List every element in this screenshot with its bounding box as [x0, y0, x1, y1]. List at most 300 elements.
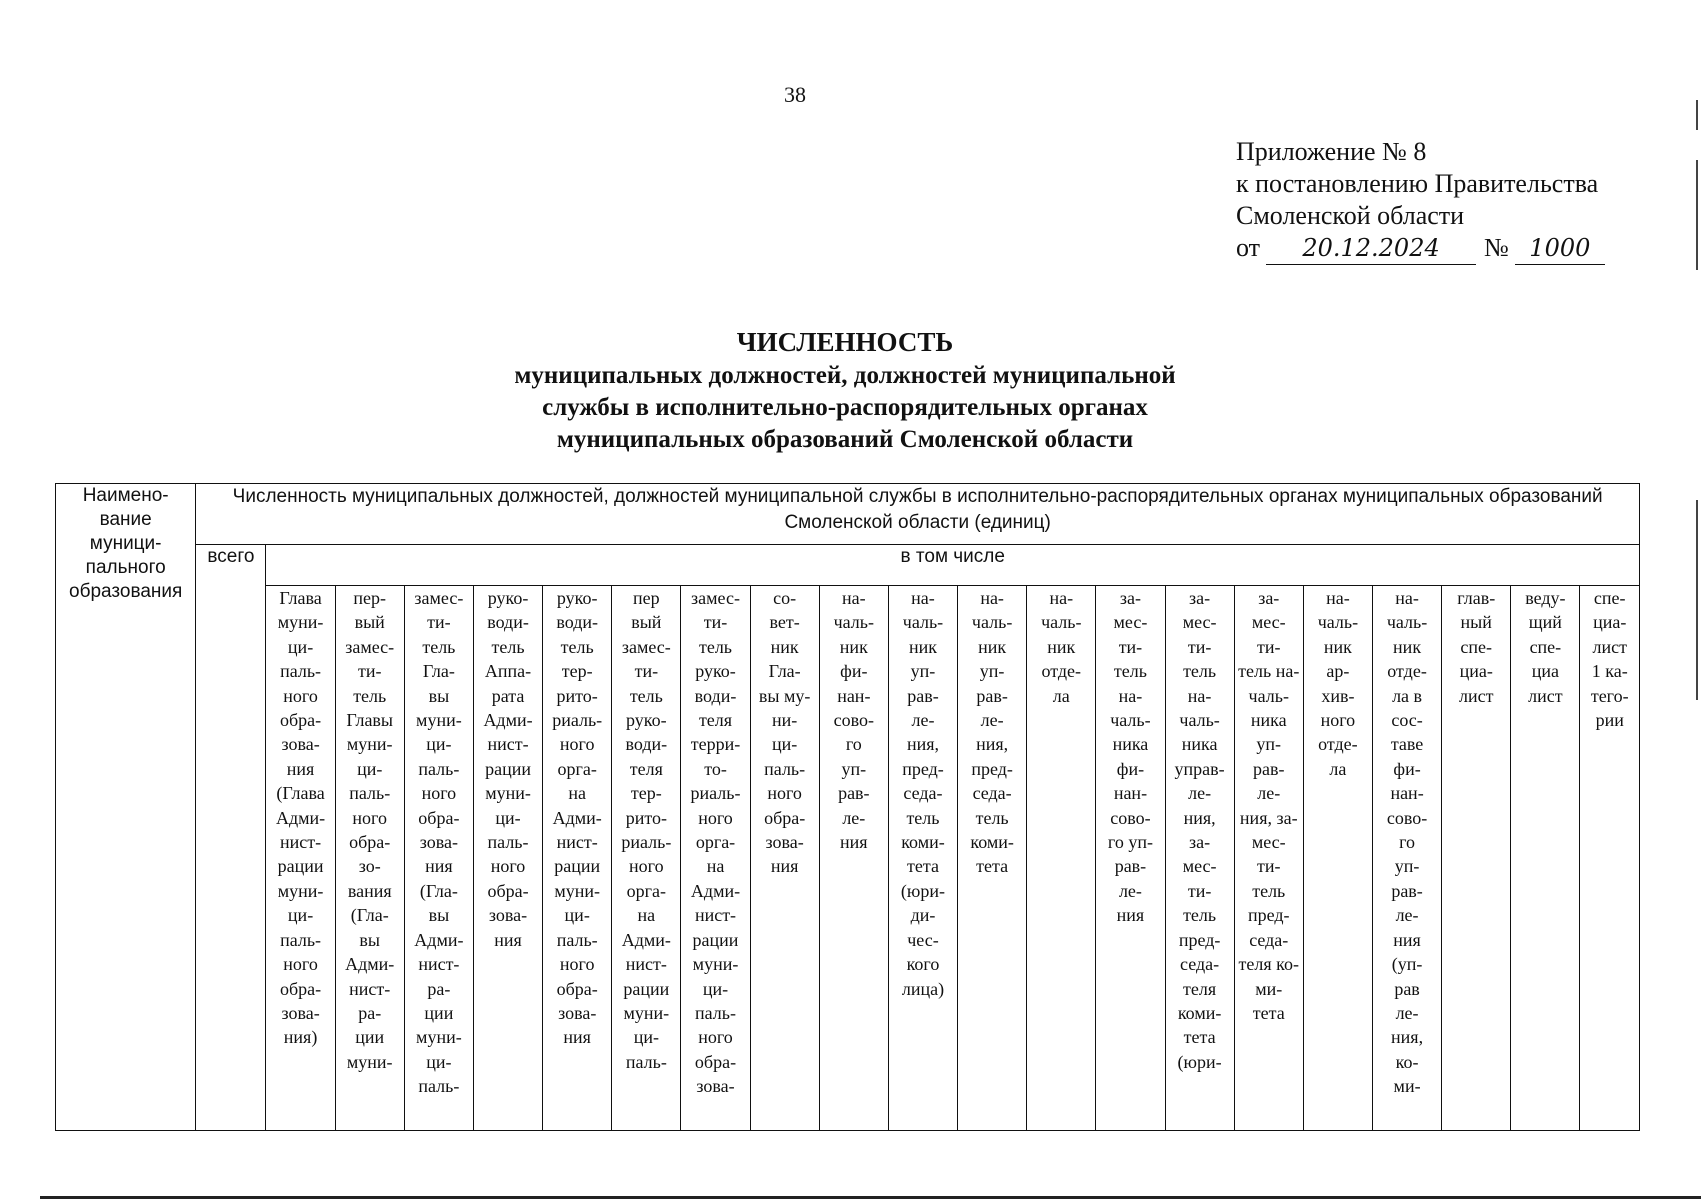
column-header-line: тер- [561, 661, 593, 682]
column-header-line: нист- [349, 978, 391, 999]
staffing-table [55, 483, 1640, 1131]
column-header-line: лист [1458, 685, 1494, 706]
column-header-line: тета [976, 856, 1009, 877]
column-header-line: ния, [1183, 807, 1216, 828]
column-header-line: рии [1595, 710, 1624, 731]
column-header-line: пред- [1178, 929, 1221, 950]
appendix-title: Приложение № 8 [1236, 137, 1427, 166]
position-column-header [335, 586, 404, 1131]
column-header-line: терри- [690, 734, 741, 755]
column-header-line: рации [485, 758, 531, 779]
column-header-line: мес- [1251, 832, 1286, 853]
column-header-line: обра- [556, 978, 598, 999]
column-header-line: спе- [1460, 636, 1493, 657]
column-header-line: пер- [353, 588, 387, 608]
column-header-line: рав- [1253, 758, 1285, 779]
column-header-line: тель [698, 636, 733, 657]
column-header-line: рав- [1391, 880, 1423, 901]
column-header-line: паль- [487, 832, 529, 853]
column-header-line: муни- [416, 710, 462, 731]
position-column-header [1303, 586, 1372, 1131]
column-header-line: 1 ка- [1591, 661, 1628, 682]
column-header-line: тель [1183, 661, 1217, 682]
column-header-line: ти- [1187, 636, 1212, 657]
column-header-line: мес- [1113, 612, 1148, 633]
column-header-line: замес- [621, 636, 671, 657]
column-header-line: орга- [695, 832, 736, 853]
column-header-line: паль- [280, 661, 322, 682]
column-header-line: води- [487, 612, 529, 633]
column-header-line: нан- [1113, 783, 1148, 804]
column-header-line: Главы [346, 710, 394, 731]
column-header-line: тель [560, 636, 594, 657]
column-header-line: чаль- [1041, 612, 1082, 633]
column-header-line: отде- [1318, 734, 1358, 755]
column-header-line: ти- [1257, 856, 1281, 877]
column-header-line: риаль- [621, 832, 672, 853]
position-column-header [404, 586, 473, 1131]
column-header-line: на- [1326, 588, 1350, 608]
column-header-line: муни- [346, 734, 393, 755]
column-header-line: ника [1112, 734, 1149, 755]
column-header-line: нист- [280, 832, 322, 853]
column-header-line: зо- [358, 856, 381, 877]
column-header-line: обра- [418, 807, 460, 828]
scan-edge-mark [1696, 500, 1698, 700]
column-header-line: ни- [772, 710, 798, 731]
column-header-line: рации [554, 856, 601, 877]
column-header-line: на- [911, 588, 935, 608]
column-header-line: рав- [1114, 856, 1147, 877]
column-header-line: чаль- [1317, 612, 1359, 633]
column-header-line: ла [1329, 758, 1347, 779]
column-header-line: пред- [1247, 905, 1290, 926]
column-header-line: пер [633, 588, 660, 608]
column-header-line: ного [283, 685, 318, 706]
column-header-line: спе- [1529, 636, 1562, 657]
column-header-line: ния, за- [1239, 807, 1298, 828]
column-header-line: тета [907, 856, 939, 877]
column-header-line: обра- [694, 1051, 737, 1072]
column-header-line: (Глава [276, 783, 325, 804]
column-header-line: ного [1320, 710, 1356, 731]
column-header-line: чес- [907, 929, 939, 950]
column-header-line: ник [978, 636, 1007, 657]
column-header-line: ного [559, 734, 595, 755]
total-header: всего [196, 545, 266, 1131]
column-header-line: води- [694, 685, 737, 706]
column-header-line: Адми- [414, 929, 464, 950]
column-header-line: таве [1390, 734, 1424, 755]
column-header-line: обра- [279, 978, 322, 999]
column-header-line: го [845, 734, 862, 755]
column-header-line: на [706, 856, 725, 877]
column-header-line: нан- [837, 685, 871, 706]
title-main: ЧИСЛЕННОСТЬ [736, 327, 954, 357]
column-header-line: чаль- [1248, 685, 1289, 706]
column-header-line: рито- [556, 685, 598, 706]
column-header-line: мес- [1182, 612, 1217, 633]
column-header-line: Гла- [422, 661, 455, 682]
column-header-line: тель [975, 807, 1009, 828]
column-header-line: фи- [1116, 758, 1145, 779]
position-column-header [1442, 586, 1511, 1131]
column-header-line: паль- [418, 758, 460, 779]
name-header-line: вание [99, 509, 152, 530]
column-header-line: ми- [1255, 978, 1283, 999]
column-header-line: ния) [283, 1027, 318, 1048]
position-column-header [473, 586, 542, 1131]
column-header-line: на- [1395, 588, 1419, 608]
column-header-line: Адми- [275, 807, 326, 828]
column-header-line: циа- [1459, 661, 1493, 682]
header-row-2 [56, 545, 1640, 586]
column-header-line: обра- [279, 710, 322, 731]
column-header-line: (юри- [1177, 1051, 1222, 1072]
date-prefix: от [1236, 233, 1261, 262]
column-header-line: ник [770, 636, 799, 657]
column-header-line: ти- [357, 661, 382, 682]
column-header-line: нист- [625, 954, 667, 975]
column-header-line: го [1399, 832, 1416, 853]
column-header-line: ния [1116, 905, 1145, 926]
column-header-line: кого [906, 954, 940, 975]
column-header-line: ти- [427, 612, 451, 633]
column-header-line: ци- [564, 905, 590, 926]
position-column-header [750, 586, 819, 1131]
column-header-line: рав- [976, 685, 1008, 706]
appendix-resolution: к постановлению Правительства [1236, 169, 1599, 198]
handwritten-number: 1000 [1515, 232, 1605, 265]
column-header-line: тета [1252, 1002, 1285, 1023]
position-column-header [543, 586, 612, 1131]
column-header-line: рации [623, 978, 670, 999]
column-header-line: ния [286, 758, 315, 779]
column-header-line: рации [692, 929, 739, 950]
column-header-line: ния, [906, 734, 939, 755]
position-column-header [819, 586, 888, 1131]
header-row-1 [56, 484, 1640, 545]
column-header-line: ния [494, 929, 522, 950]
column-header-line: Адми- [345, 954, 395, 975]
column-header-line: вы му- [758, 685, 811, 706]
column-header-line: муни- [554, 880, 601, 901]
column-header-line: ции [424, 1002, 454, 1023]
column-header-line: за- [1189, 588, 1211, 608]
appendix-block [1236, 136, 1676, 265]
page-bottom-rule [40, 1196, 1701, 1199]
column-header-line: ного [559, 954, 595, 975]
column-header-line: вы [359, 929, 381, 950]
column-header-line: ник [1047, 636, 1076, 657]
column-header-line: риаль- [552, 710, 603, 731]
column-header-line: (юри- [900, 880, 945, 901]
column-header-line: ного [490, 856, 526, 877]
column-header-line: ра- [427, 978, 451, 999]
name-header-line: Наимено- [82, 485, 169, 506]
column-header-line: ник [908, 636, 937, 657]
position-column-header [1234, 586, 1303, 1131]
column-header-line: рации [277, 856, 324, 877]
column-header-line: рав- [838, 783, 870, 804]
column-header-line: сово- [1110, 807, 1151, 828]
column-header-line: муни- [623, 1002, 670, 1023]
column-header-line: глав- [1457, 588, 1496, 608]
column-header-line: обра- [349, 832, 391, 853]
column-header-line: пред- [971, 758, 1013, 779]
column-header-line: зова- [281, 734, 320, 755]
column-header-line: Глава [279, 588, 322, 608]
column-header-line: рав- [907, 685, 939, 706]
column-header-line: седа- [1180, 954, 1220, 975]
column-header-line: муни- [277, 612, 324, 633]
column-header-line: веду- [1525, 588, 1566, 608]
column-header-line: ци- [287, 905, 314, 926]
column-header-line: тель [1252, 880, 1286, 901]
column-header-line: нист- [418, 954, 460, 975]
column-header-line: чаль- [1386, 612, 1428, 633]
column-header-line: ного [698, 1027, 733, 1048]
column-header-line: ле- [980, 710, 1004, 731]
column-header-line: вет- [769, 612, 800, 633]
column-header-line: ного [283, 954, 318, 975]
position-column-header [1580, 586, 1640, 1131]
column-header-line: теля [698, 710, 733, 731]
column-header-line: ния, [976, 734, 1009, 755]
headcount-header: Численность муниципальных должностей, должностей муниципальной службы в исполнительно-распорядительных органах муниципальных образований Смоленской области (единиц) [196, 484, 1640, 545]
document-title [250, 326, 1440, 456]
column-header-line: то- [704, 758, 727, 779]
column-header-line: ле- [1395, 905, 1419, 926]
column-header-line: ле- [1257, 783, 1281, 804]
column-header-line: седа- [1249, 929, 1289, 950]
column-header-line: тель [1113, 661, 1147, 682]
column-header-line: щий [1528, 612, 1562, 633]
column-header-line: паль- [556, 929, 598, 950]
column-header-line: коми- [970, 832, 1014, 853]
column-header-line: (Гла- [419, 880, 458, 901]
column-header-line: циа [1531, 661, 1559, 682]
column-header-line: уп- [1394, 856, 1420, 877]
column-header-line: паль- [764, 758, 806, 779]
column-header-line: тета [1183, 1027, 1216, 1048]
column-header-line: ци- [426, 734, 452, 755]
column-header-line: ци- [426, 1051, 452, 1072]
column-header-line: ти- [634, 661, 659, 682]
column-header-line: рата [491, 685, 525, 706]
column-header-line: руко- [626, 710, 667, 731]
column-header-line: за- [1189, 832, 1211, 853]
column-header-line: фи- [840, 661, 868, 682]
position-column-header [1096, 586, 1165, 1131]
column-header-line: замес- [691, 588, 740, 608]
column-header-line: муни- [346, 1051, 393, 1072]
column-header-line: коми- [1177, 1002, 1222, 1023]
column-header-line: ного [767, 783, 802, 804]
column-header-line: ла [1052, 685, 1070, 706]
column-header-line: ного [629, 856, 664, 877]
position-columns-row [56, 586, 1640, 1131]
column-header-line: обра- [764, 807, 806, 828]
column-header-line: ле- [842, 807, 866, 828]
column-header-line: ти- [1257, 636, 1281, 657]
column-header-line: лица) [901, 978, 945, 999]
column-header-line: зова- [281, 1002, 320, 1023]
column-header-line: уп- [841, 758, 867, 779]
column-header-line: ции [355, 1027, 385, 1048]
scan-edge-mark [1696, 160, 1698, 270]
column-header-line: на [568, 783, 586, 804]
column-header-line: на- [842, 588, 866, 608]
column-header-line: тель [353, 685, 387, 706]
column-header-line: зова- [558, 1002, 597, 1023]
column-header-line: ния [840, 832, 868, 853]
column-header-line: паль- [625, 1051, 667, 1072]
column-header-line: мес- [1251, 612, 1286, 633]
column-header-line: тель [1183, 905, 1217, 926]
column-header-line: рито- [625, 807, 667, 828]
column-header-line: спе- [1593, 588, 1626, 608]
position-column-header [681, 586, 750, 1131]
column-header-line: ти- [703, 612, 728, 633]
column-header-line: нист- [556, 832, 598, 853]
column-header-line: ника [1181, 734, 1218, 755]
column-header-line: чаль- [833, 612, 874, 633]
column-header-line: тель [422, 636, 456, 657]
column-header-line: рав [1394, 978, 1420, 999]
column-header-line: ный [1460, 612, 1492, 633]
column-header-line: ния [425, 856, 453, 877]
column-header-line: ла в [1392, 685, 1423, 706]
column-header-line: вый [354, 612, 385, 633]
column-header-line: паль- [695, 1002, 736, 1023]
column-header-line: теля [629, 758, 663, 779]
column-header-line: ле- [1395, 1002, 1419, 1023]
column-header-line: ного [352, 807, 387, 828]
column-header-line: (Гла- [350, 905, 389, 926]
position-column-header [888, 586, 957, 1131]
column-header-line: зова- [765, 832, 804, 853]
name-header-line: пального [85, 557, 166, 578]
column-header-line: обра- [487, 880, 529, 901]
column-header-line: сово- [833, 710, 874, 731]
column-header-line: отде- [1387, 661, 1427, 682]
page-number: 38 [784, 82, 806, 107]
column-header-line: замес- [414, 588, 464, 608]
column-header-line: ци- [702, 978, 729, 999]
column-header-line: ко- [1395, 1051, 1419, 1072]
column-header-line: вы [428, 685, 450, 706]
handwritten-date: 20.12.2024 [1266, 232, 1476, 265]
column-header-line: на- [1187, 685, 1212, 706]
column-header-line: Адми- [552, 807, 602, 828]
column-header-line: ния, [1391, 1027, 1424, 1048]
column-header-line: Гла- [768, 661, 801, 682]
column-header-line: риаль- [690, 783, 741, 804]
column-header-line: руко- [695, 661, 736, 682]
column-header-line: пред- [902, 758, 944, 779]
title-line-1: муниципальных должностей, должностей муниципальной [514, 362, 1176, 389]
column-header-line: води- [556, 612, 599, 633]
appendix-date-row [1236, 232, 1676, 265]
column-header-line: коми- [901, 832, 945, 853]
column-header-line: на- [1118, 685, 1143, 706]
column-header-line: ци- [495, 807, 521, 828]
column-header-line: води- [625, 734, 668, 755]
column-header-line: теля ко- [1238, 954, 1299, 975]
position-column-header [612, 586, 681, 1131]
column-header-line: на- [980, 588, 1004, 608]
column-header-line: ник [1323, 636, 1352, 657]
column-header-line: со- [773, 588, 797, 608]
column-header-line: ци- [287, 636, 314, 657]
column-header-line: муни- [485, 783, 531, 804]
column-header-line: руко- [556, 588, 598, 608]
column-header-line: ния [563, 1027, 591, 1048]
number-prefix: № [1484, 233, 1509, 262]
column-header-line: замес- [345, 636, 395, 657]
column-header-line: паль- [280, 929, 322, 950]
scan-edge-mark [1696, 100, 1698, 130]
appendix-region: Смоленской области [1236, 201, 1465, 230]
column-header-line: теля [1183, 978, 1217, 999]
column-header-line: фи- [1393, 758, 1421, 779]
column-header-line: лист [1528, 685, 1563, 706]
column-header-line: го уп- [1107, 832, 1153, 853]
column-header-line: ния [1393, 929, 1421, 950]
column-header-line: тель [491, 636, 525, 657]
column-header-line: зова- [696, 1076, 735, 1097]
column-header-line: паль- [418, 1076, 460, 1097]
column-header-line: ар- [1326, 661, 1350, 682]
column-header-line: орга- [557, 758, 597, 779]
column-header-line: (уп- [1391, 954, 1423, 975]
column-header-line: зова- [419, 832, 458, 853]
column-header-line: чаль- [1179, 710, 1220, 731]
column-header-line: ди- [910, 905, 936, 926]
name-header-line: образования [69, 581, 183, 602]
column-header-line: чаль- [902, 612, 944, 633]
column-header-line: вый [631, 612, 662, 633]
column-header-line: вания [347, 880, 392, 901]
title-line-2: службы в исполнительно-распорядительных органах [542, 394, 1148, 421]
column-header-line: чаль- [1110, 710, 1151, 731]
column-header-line: муни- [277, 880, 324, 901]
column-header-line: за- [1258, 588, 1280, 608]
column-header-line: на- [1049, 588, 1074, 608]
column-header-line: седа- [903, 783, 943, 804]
municipality-name-header [56, 484, 196, 1131]
column-header-line: ра- [358, 1002, 382, 1023]
column-header-line: ле- [911, 710, 935, 731]
column-header-line: ник [839, 636, 868, 657]
column-header-line: нист- [487, 734, 529, 755]
column-header-line: вы [428, 905, 450, 926]
name-header-line: муници- [89, 533, 162, 554]
column-header-line: чаль- [971, 612, 1013, 633]
position-column-header [958, 586, 1027, 1131]
column-header-line: орга- [626, 880, 667, 901]
column-header-line: ми- [1393, 1076, 1421, 1097]
column-header-line: Адми- [621, 929, 671, 950]
position-column-header [1511, 586, 1580, 1131]
column-header-line: зова- [488, 905, 528, 926]
column-header-line: тер- [630, 783, 662, 804]
column-header-line: хив- [1321, 685, 1355, 706]
column-header-line: ти- [1118, 636, 1143, 657]
column-header-line: управ- [1174, 758, 1225, 779]
column-header-line: ци- [772, 734, 798, 755]
